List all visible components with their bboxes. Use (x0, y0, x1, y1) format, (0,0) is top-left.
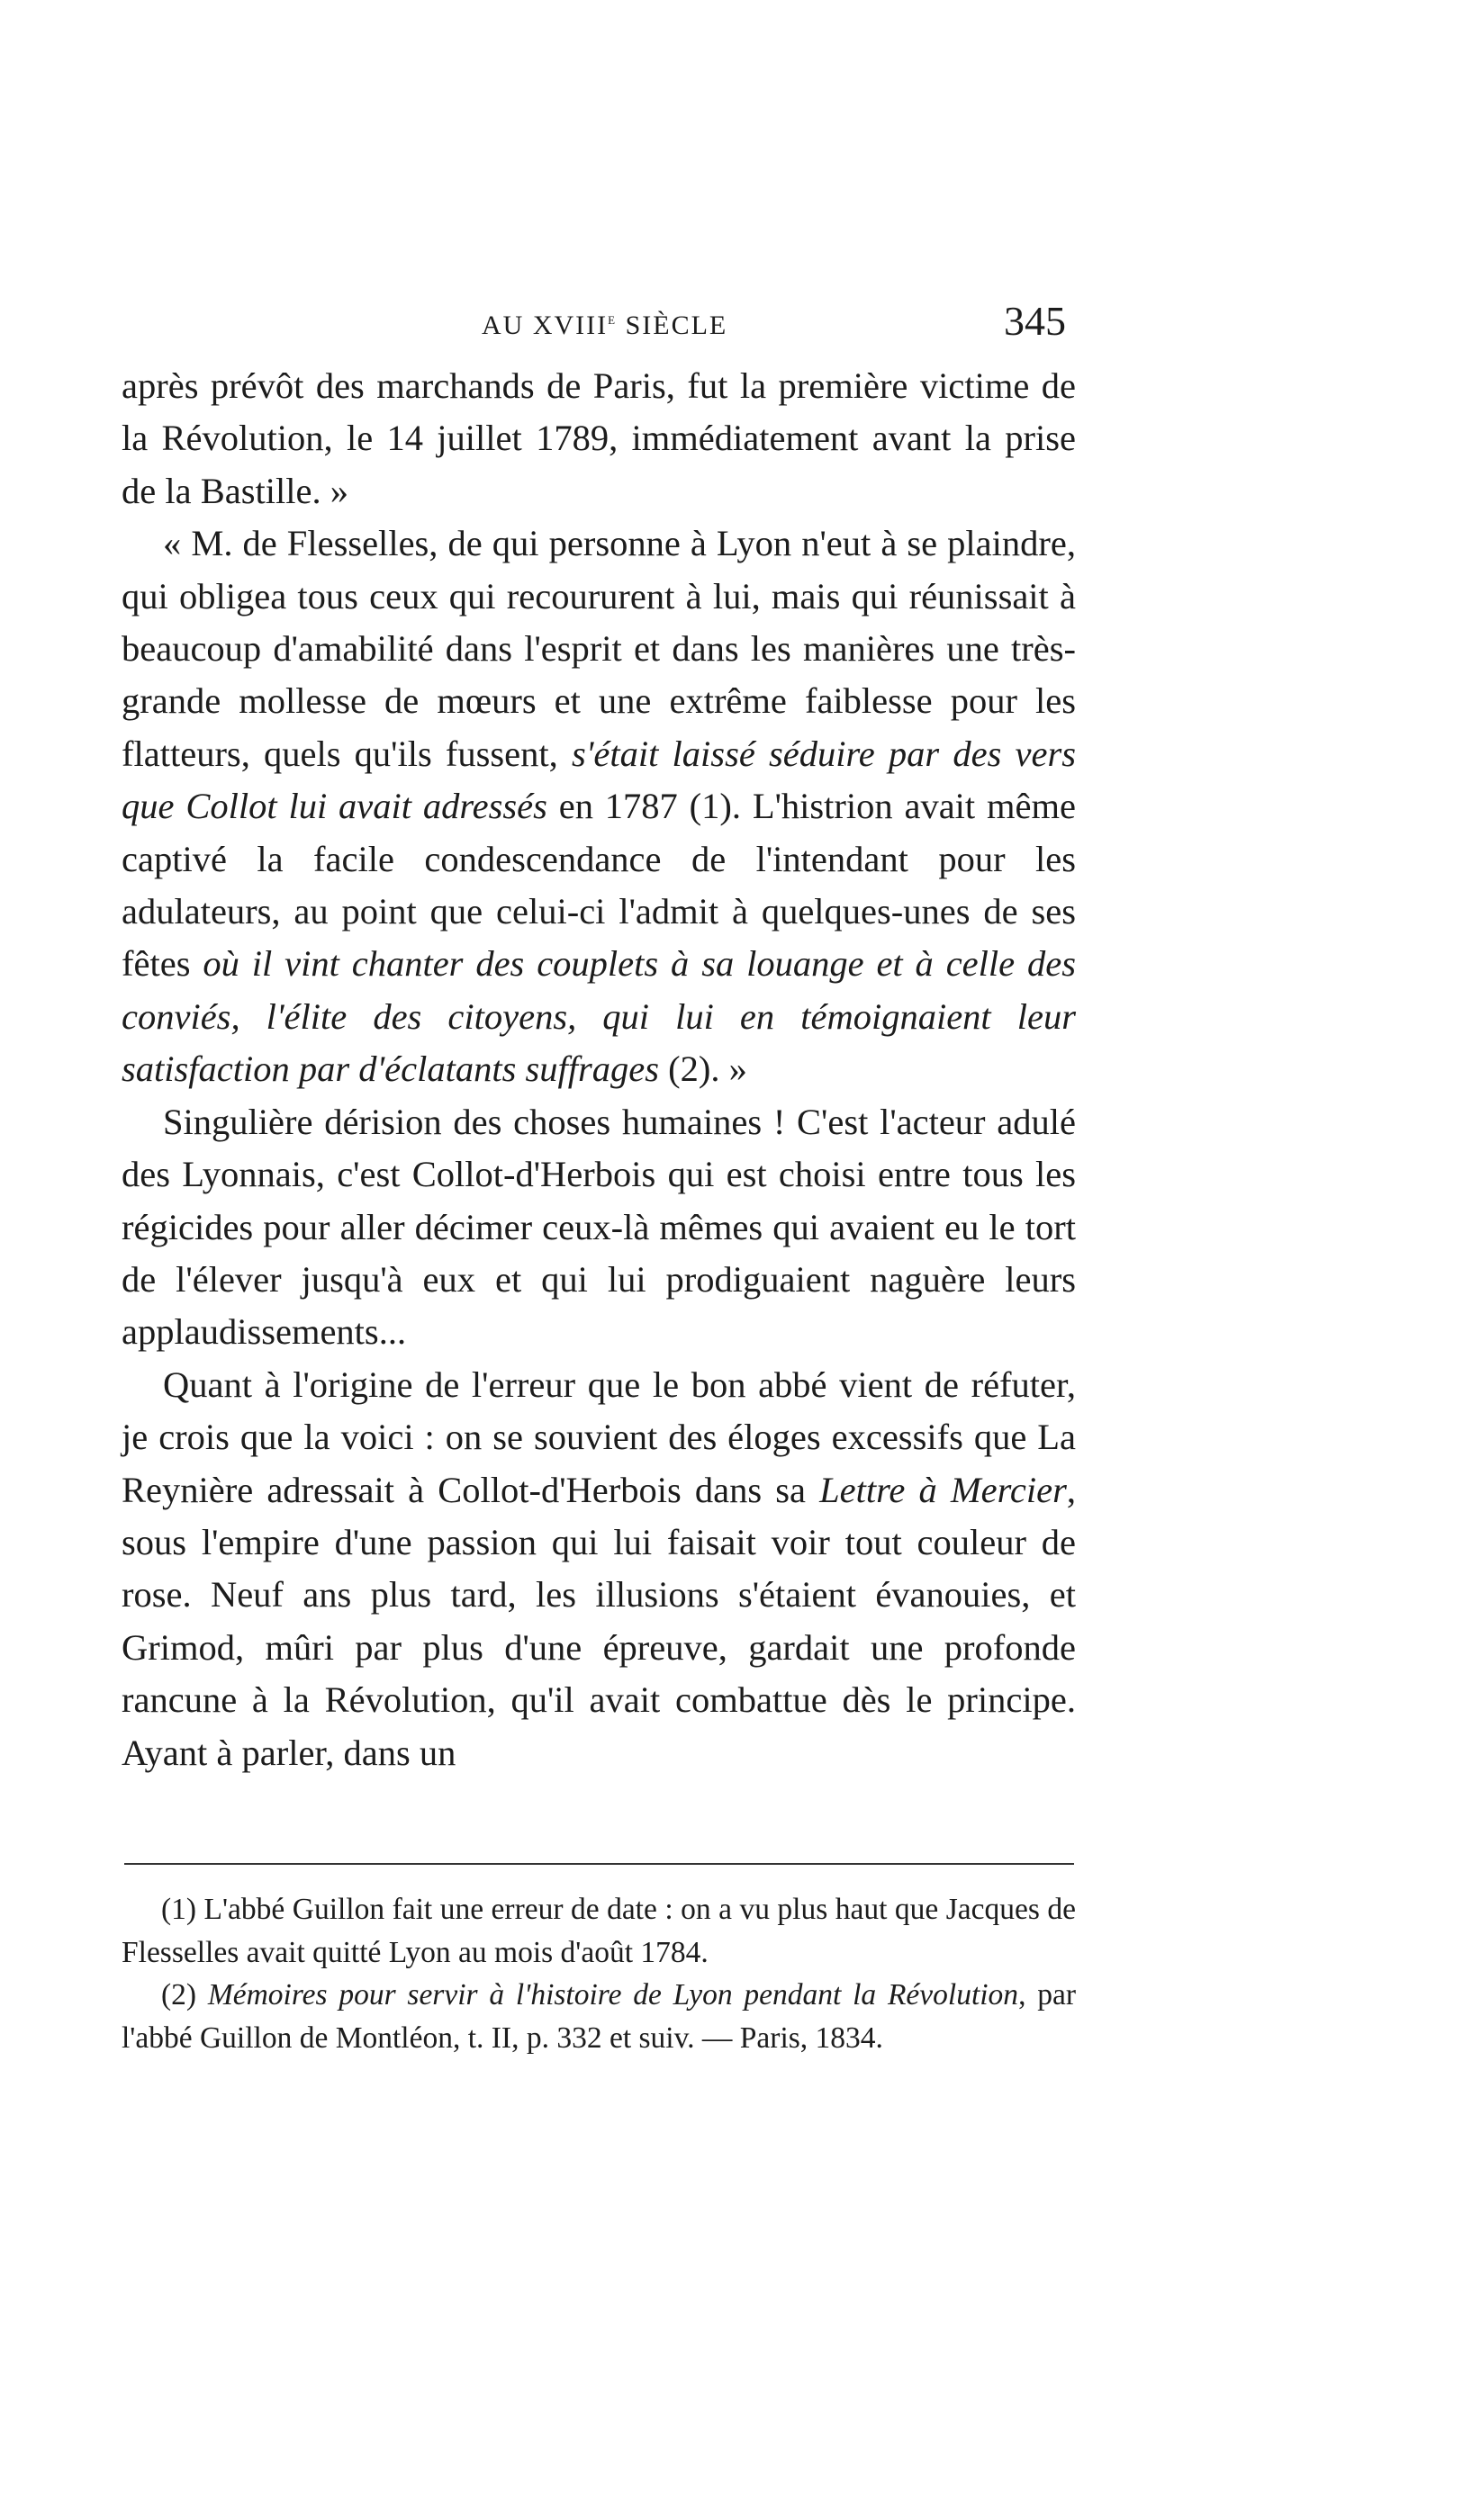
footnote (122, 1974, 1076, 2059)
text-run: (2). » (659, 1048, 747, 1090)
main-text (122, 360, 1076, 1779)
page-number: 345 (1004, 298, 1066, 344)
paragraph (122, 1359, 1076, 1779)
italic-text: s'était laissé séduire par des vers que Collot lui avait adressés (122, 733, 1076, 827)
text-run: « M. de Flesselles, de qui personne à Lyon n'eut à se plaindre, qui obligea tous ceux qui recoururent à lui, mais qui réunissait à beaucoup d'amabilité dans l'esprit et dans les manières une très-grande mollesse de mœurs et une extrême faiblesse pour les flatteurs, quels qu'ils fussent, (122, 523, 1076, 774)
footnote-rule (124, 1863, 1074, 1865)
running-title: AU XVIIIe SIÈCLE (482, 310, 728, 340)
paragraph (122, 518, 1076, 1095)
italic-text: Mémoires pour servir à l'histoire de Lyon pendant la Révolution (207, 1978, 1019, 2012)
text-run: (2) (161, 1978, 208, 2012)
footnotes (122, 1888, 1076, 2059)
text-run: , sous l'empire d'une passion qui lui faisait voir tout couleur de rose. Neuf ans plus tard, les illusions s'étaient évanouies, et Grimod, mûri par plus d'une épreuve, gardait une profonde rancune à la Révolution, qu'il avait combattue dès le principe. Ayant à parler, dans un (122, 1469, 1076, 1773)
text-run: en 1787 (1). L'histrion avait même captivé la facile condescendance de l'intendant pour les adulateurs, au point que celui-ci l'admit à quelques-unes de ses fêtes (122, 786, 1076, 985)
text-run: , par l'abbé Guillon de Montléon, t. II, p. 332 et suiv. — Paris, 1834. (122, 1978, 1076, 2055)
text-run: Singulière dérision des choses humaines ! C'est l'acteur adulé des Lyonnais, c'est Collot-d'Herbois qui est choisi entre tous les régicides pour aller décimer ceux-là mêmes qui avaient eu le tort de l'élever jusqu'à eux et qui lui prodiguaient naguère leurs applaudissements... (122, 1101, 1076, 1353)
text-run: après prévôt des marchands de Paris, fut la première victime de la Révolution, le 14 juillet 1789, immédiatement avant la prise de la Bastille. » (122, 365, 1076, 511)
running-head (0, 297, 1472, 351)
text-run: (1) L'abbé Guillon fait une erreur de date : on a vu plus haut que Jacques de Flesselles avait quitté Lyon au mois d'août 1784. (122, 1893, 1076, 1969)
paragraph (122, 1096, 1076, 1359)
footnote (122, 1888, 1076, 1974)
italic-text: où il vint chanter des couplets à sa louange et à celle des conviés, l'élite des citoyens, qui lui en témoignaient leur satisfaction par d'éclatants suffrages (122, 943, 1076, 1090)
text-run: Quant à l'origine de l'erreur que le bon abbé vient de réfuter, je crois que la voici : on se souvient des éloges excessifs que La Reynière adressait à Collot-d'Herbois dans sa (122, 1364, 1076, 1510)
paragraph (122, 360, 1076, 518)
italic-text: Lettre à Mercier (819, 1469, 1067, 1510)
